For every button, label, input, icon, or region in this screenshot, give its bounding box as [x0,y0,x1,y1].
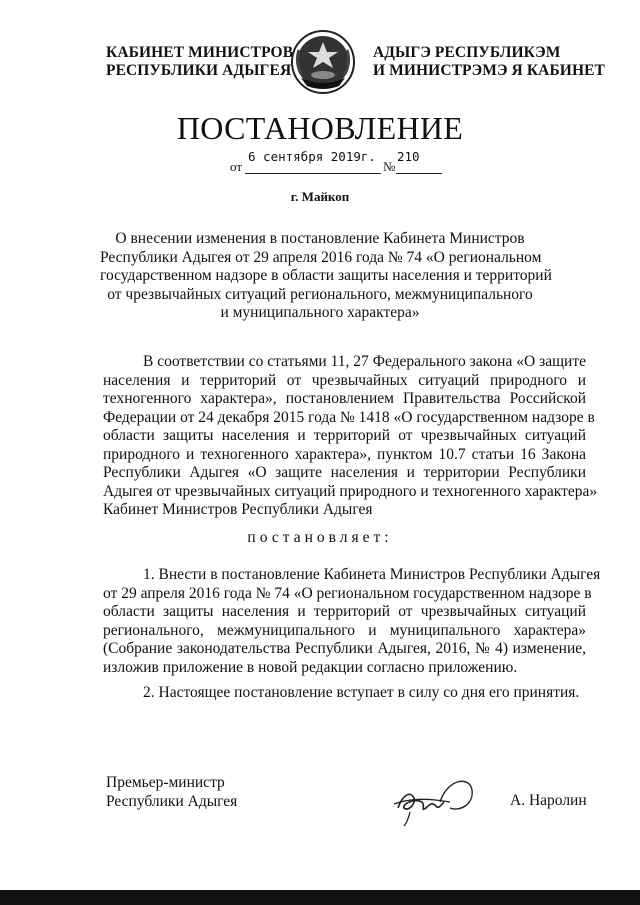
number-underline [396,173,442,174]
preamble-line: В соответствии со статьями 11, 27 Федерального закона «О защите [143,353,586,370]
preamble-line: Кабинет Министров Республики Адыгея [103,501,373,518]
item-1-line: изложив приложение в новой редакции согласно приложению. [103,658,518,676]
item-1-line: 1. Внести в постановление Кабинета Министров Республики Адыгея [143,566,601,583]
date-underline [245,173,381,174]
document-date: 6 сентября 2019г. [248,149,376,164]
date-number-row [230,148,450,178]
preamble-line: Республики Адыгея «О защите населения и территории Республики [103,464,586,481]
item-1-line: регионального, межмуниципального и муниципального характера» [103,621,586,639]
decree-word: постановляет: [247,529,393,546]
issuer-name-adyghe [373,44,605,80]
issuer-name-russian [106,44,293,80]
coat-of-arms-emblem-icon [287,28,359,96]
item-2-paragraph: 2. Настоящее постановление вступает в силу со дня его принятия. [143,684,580,701]
item-1-paragraph [103,566,601,677]
document-number: 210 [397,149,420,164]
signatory-name: А. Наролин [510,792,587,809]
preamble-line: техногенного характера», постановлением Правительства Российской [103,390,586,407]
subject-line: О внесении изменения в постановление Кабинета Министров [115,230,525,247]
preamble-line: Адыгея от чрезвычайных ситуаций природного и техногенного характера» [103,482,598,500]
handwritten-signature-icon [380,768,490,828]
position-line: Премьер-министр [106,774,225,791]
signatory-position [106,773,237,811]
subject-line: Республики Адыгея от 29 апреля 2016 года № 74 «О региональном [100,248,542,266]
issuer-line: И МИНИСТРЭМЭ Я КАБИНЕТ [373,62,605,79]
preamble-line: природного и техногенного характера», пунктом 10.7 статьи 16 Закона [103,445,586,463]
number-sign: № [383,159,396,174]
position-line: Республики Адыгея [106,793,238,810]
document-subject [100,230,552,323]
date-prefix: от [230,159,243,174]
item-1-line: (Собрание законодательства Республики Адыгея, 2016, № 4) изменение, [103,640,586,657]
scan-edge-bar [0,890,640,905]
issuer-line: РЕСПУБЛИКИ АДЫГЕЯ [106,62,292,79]
item-1-line: области защиты населения и территорий от чрезвычайных ситуаций [103,603,586,620]
preamble-line: населения и территорий от чрезвычайных ситуаций природного и [103,371,586,389]
subject-line: и муниципального характера» [220,304,420,321]
preamble-paragraph [103,353,598,520]
city: г. Майкоп [290,189,350,204]
subject-line: от чрезвычайных ситуаций регионального, межмуниципального [107,285,533,303]
item-1-line: от 29 апреля 2016 года № 74 «О региональном государственном надзоре в [103,584,592,602]
preamble-line: области защиты населения и территорий от чрезвычайных ситуаций [103,427,586,444]
issuer-line: КАБИНЕТ МИНИСТРОВ [106,44,294,61]
subject-line: государственном надзоре в области защиты населения и территорий [100,267,552,284]
issuer-line: АДЫГЭ РЕСПУБЛИКЭМ [373,44,561,61]
document-title: ПОСТАНОВЛЕНИЕ [176,110,464,146]
preamble-line: Федерации от 24 декабря 2015 года № 1418 «О государственном надзоре в [103,408,595,426]
